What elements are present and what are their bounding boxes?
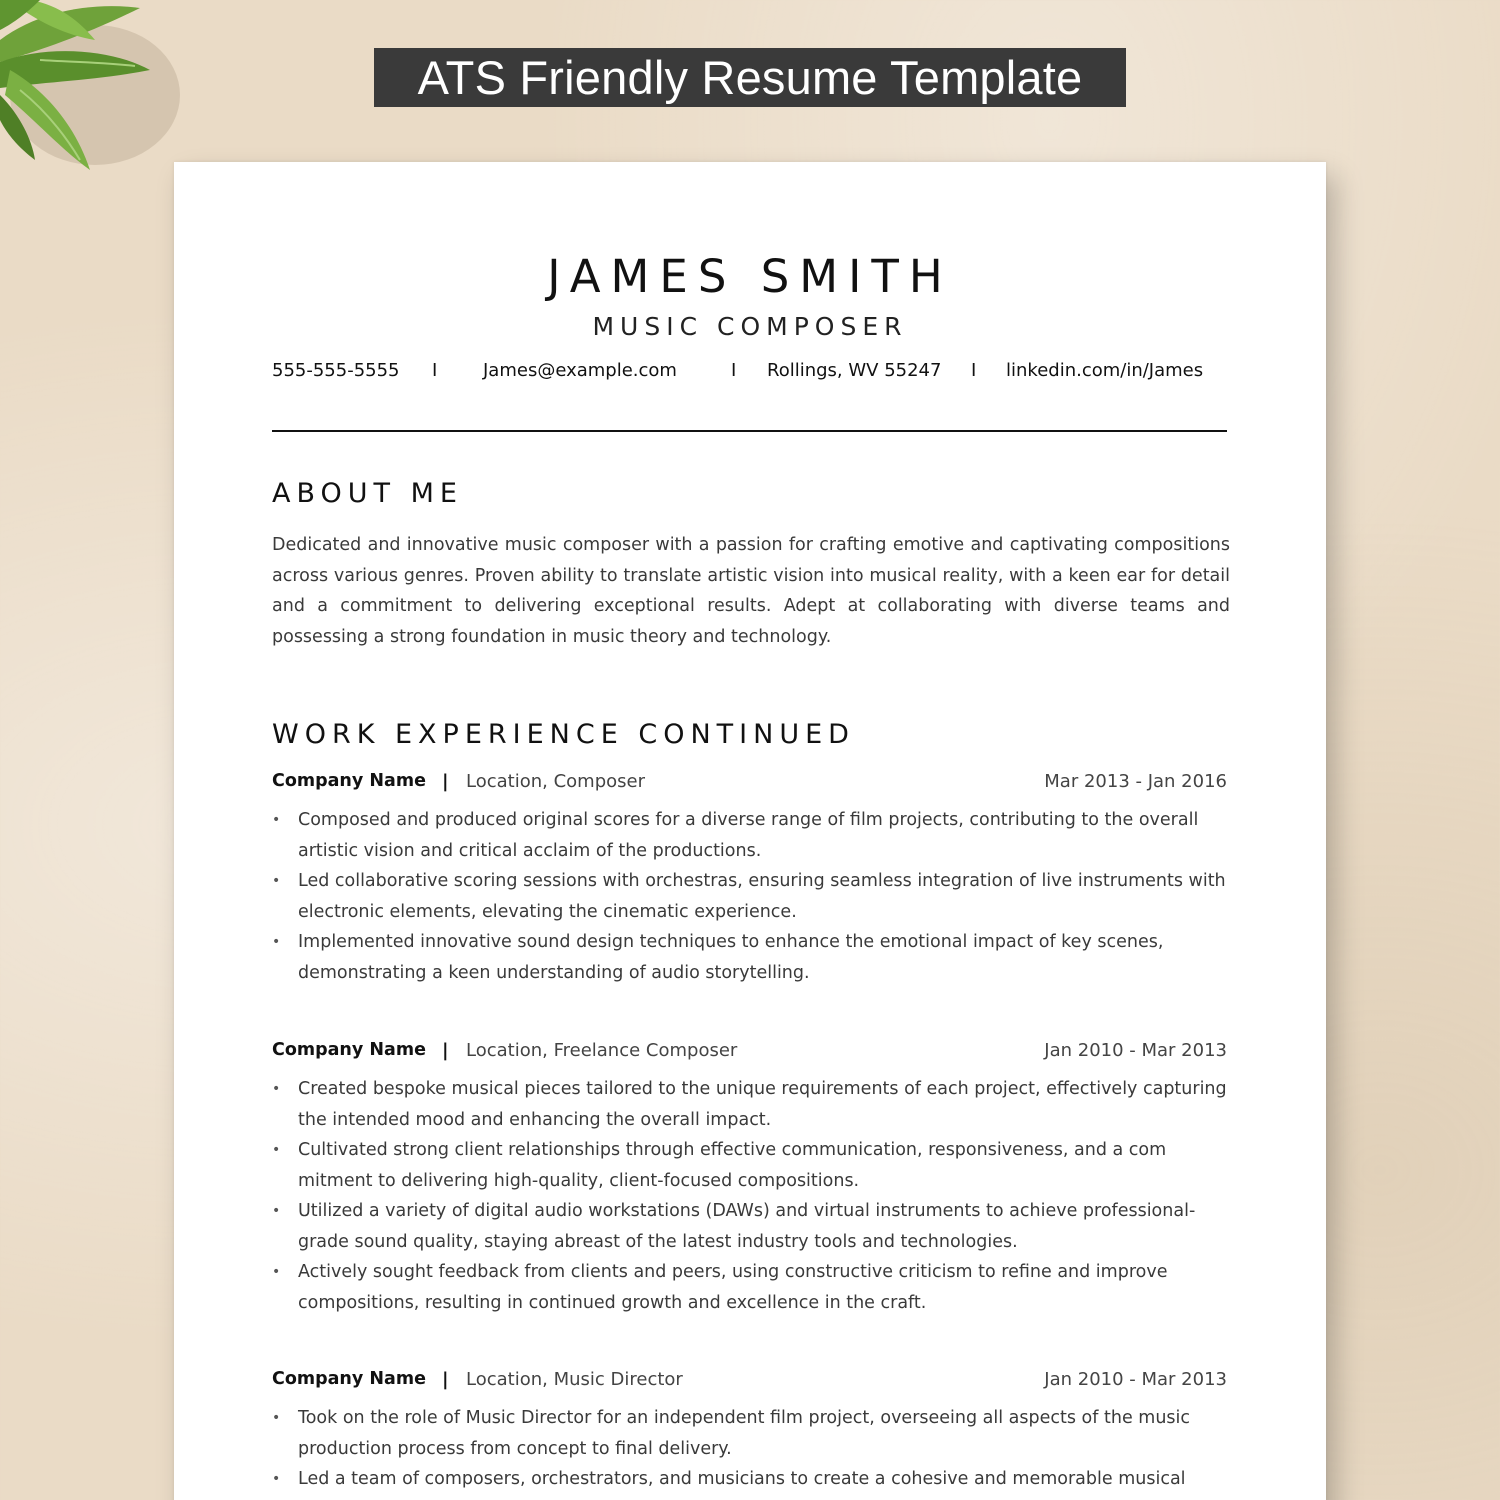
contact-separator: I <box>731 360 737 381</box>
contact-email[interactable]: James@example.com <box>483 360 677 381</box>
job-bullet-text: Led collaborative scoring sessions with orchestras, ensuring seamless integration of live instruments with electronic elements, elevating the cinematic experience. <box>298 871 1226 922</box>
job-bullet: • Utilized a variety of digital audio workstations (DAWs) and virtual instruments to achieve professional-grade sound quality, staying abreast of the latest industry tools and technologies. <box>272 1201 1196 1252</box>
job-bullet: • Composed and produced original scores for a diverse range of film projects, contributing to the overall artistic vision and critical acclaim of the productions. <box>272 810 1199 861</box>
job-bullet-text: Led a team of composers, orchestrators, and musicians to create a cohesive and memorable musical <box>298 1469 1186 1489</box>
contact-separator: I <box>971 360 977 381</box>
job-bullet: • Led collaborative scoring sessions with orchestras, ensuring seamless integration of live instruments with electronic elements, elevating the cinematic experience. <box>272 871 1226 922</box>
job-bullet-text: Actively sought feedback from clients and peers, using constructive criticism to refine and improve compositions, resulting in continued growth and excellence in the craft. <box>298 1262 1168 1313</box>
job-separator: | <box>442 1040 449 1061</box>
job-bullet: • Implemented innovative sound design techniques to enhance the emotional impact of key scenes, demonstrating a keen understanding of audio storytelling. <box>272 932 1164 983</box>
job-bullet-text: Implemented innovative sound design techniques to enhance the emotional impact of key scenes, demonstrating a keen understanding of audio storytelling. <box>298 932 1164 983</box>
job-company: Company Name <box>272 1040 426 1060</box>
job-separator: | <box>442 771 449 792</box>
resume-page <box>174 162 1326 1500</box>
job-company: Company Name <box>272 771 426 791</box>
contact-phone: 555-555-5555 <box>272 360 400 381</box>
template-banner: ATS Friendly Resume Template <box>374 48 1126 107</box>
contact-linkedin[interactable]: linkedin.com/in/James <box>1006 360 1204 381</box>
job-dates: Mar 2013 - Jan 2016 <box>1044 771 1227 792</box>
about-text: Dedicated and innovative music composer with a passion for crafting emotive and captivating compositions across various genres. Proven ability to translate artistic vision into musical reality, with a keen ear for detail and a commitment to delivering exceptional results. Adept at collaborating with diverse teams and possessing a strong foundation in music theory and technology. <box>272 535 1230 647</box>
job-bullet-text: Composed and produced original scores for a diverse range of film projects, contributing to the overall artistic vision and critical acclaim of the productions. <box>298 810 1199 861</box>
job-bullet-text: Utilized a variety of digital audio workstations (DAWs) and virtual instruments to achieve professional-grade sound quality, staying abreast of the latest industry tools and technologies. <box>298 1201 1196 1252</box>
job-bullet-text: Created bespoke musical pieces tailored to the unique requirements of each project, effectively capturing the intended mood and enhancing the overall impact. <box>298 1079 1227 1130</box>
plant-image <box>0 0 200 190</box>
contact-location: Rollings, WV 55247 <box>767 360 942 381</box>
job-role: Location, Music Director <box>466 1369 683 1390</box>
job-bullet: • Created bespoke musical pieces tailored to the unique requirements of each project, effectively capturing the intended mood and enhancing the overall impact. <box>272 1079 1227 1130</box>
job-role: Location, Composer <box>466 771 645 792</box>
job-header <box>272 1369 1227 1393</box>
resume-name: JAMES SMITH <box>547 250 953 303</box>
job-header <box>272 1040 1227 1064</box>
job-company: Company Name <box>272 1369 426 1389</box>
resume-job-title: MUSIC COMPOSER <box>592 312 908 341</box>
job-role: Location, Freelance Composer <box>466 1040 738 1061</box>
job-bullet: • Cultivated strong client relationships through effective communication, responsiveness, and a com mitment to delivering high-quality, client-focused compositions. <box>272 1140 1167 1191</box>
job-bullet-text: Took on the role of Music Director for an independent film project, overseeing all aspects of the music production process from concept to final delivery. <box>298 1408 1191 1459</box>
job-separator: | <box>442 1369 449 1390</box>
job-dates: Jan 2010 - Mar 2013 <box>1044 1040 1227 1061</box>
job-dates: Jan 2010 - Mar 2013 <box>1044 1369 1227 1390</box>
job-bullet: • Actively sought feedback from clients and peers, using constructive criticism to refine and improve compositions, resulting in continued growth and excellence in the craft. <box>272 1262 1168 1313</box>
job-header <box>272 771 1227 795</box>
work-heading: WORK EXPERIENCE CONTINUED <box>272 719 855 750</box>
header-divider <box>272 430 1227 432</box>
job-bullets <box>272 805 1232 988</box>
job-bullet-text: Cultivated strong client relationships through effective communication, responsiveness, and a com mitment to delivering high-quality, client-focused compositions. <box>298 1140 1167 1191</box>
job-bullets <box>272 1403 1232 1495</box>
job-bullet: • Took on the role of Music Director for an independent film project, overseeing all aspects of the music production process from concept to final delivery. <box>272 1408 1191 1459</box>
about-heading: ABOUT ME <box>272 478 463 509</box>
job-bullet: • Led a team of composers, orchestrators, and musicians to create a cohesive and memorable musical <box>272 1469 1186 1489</box>
contact-separator: I <box>432 360 438 381</box>
job-bullets <box>272 1074 1232 1318</box>
